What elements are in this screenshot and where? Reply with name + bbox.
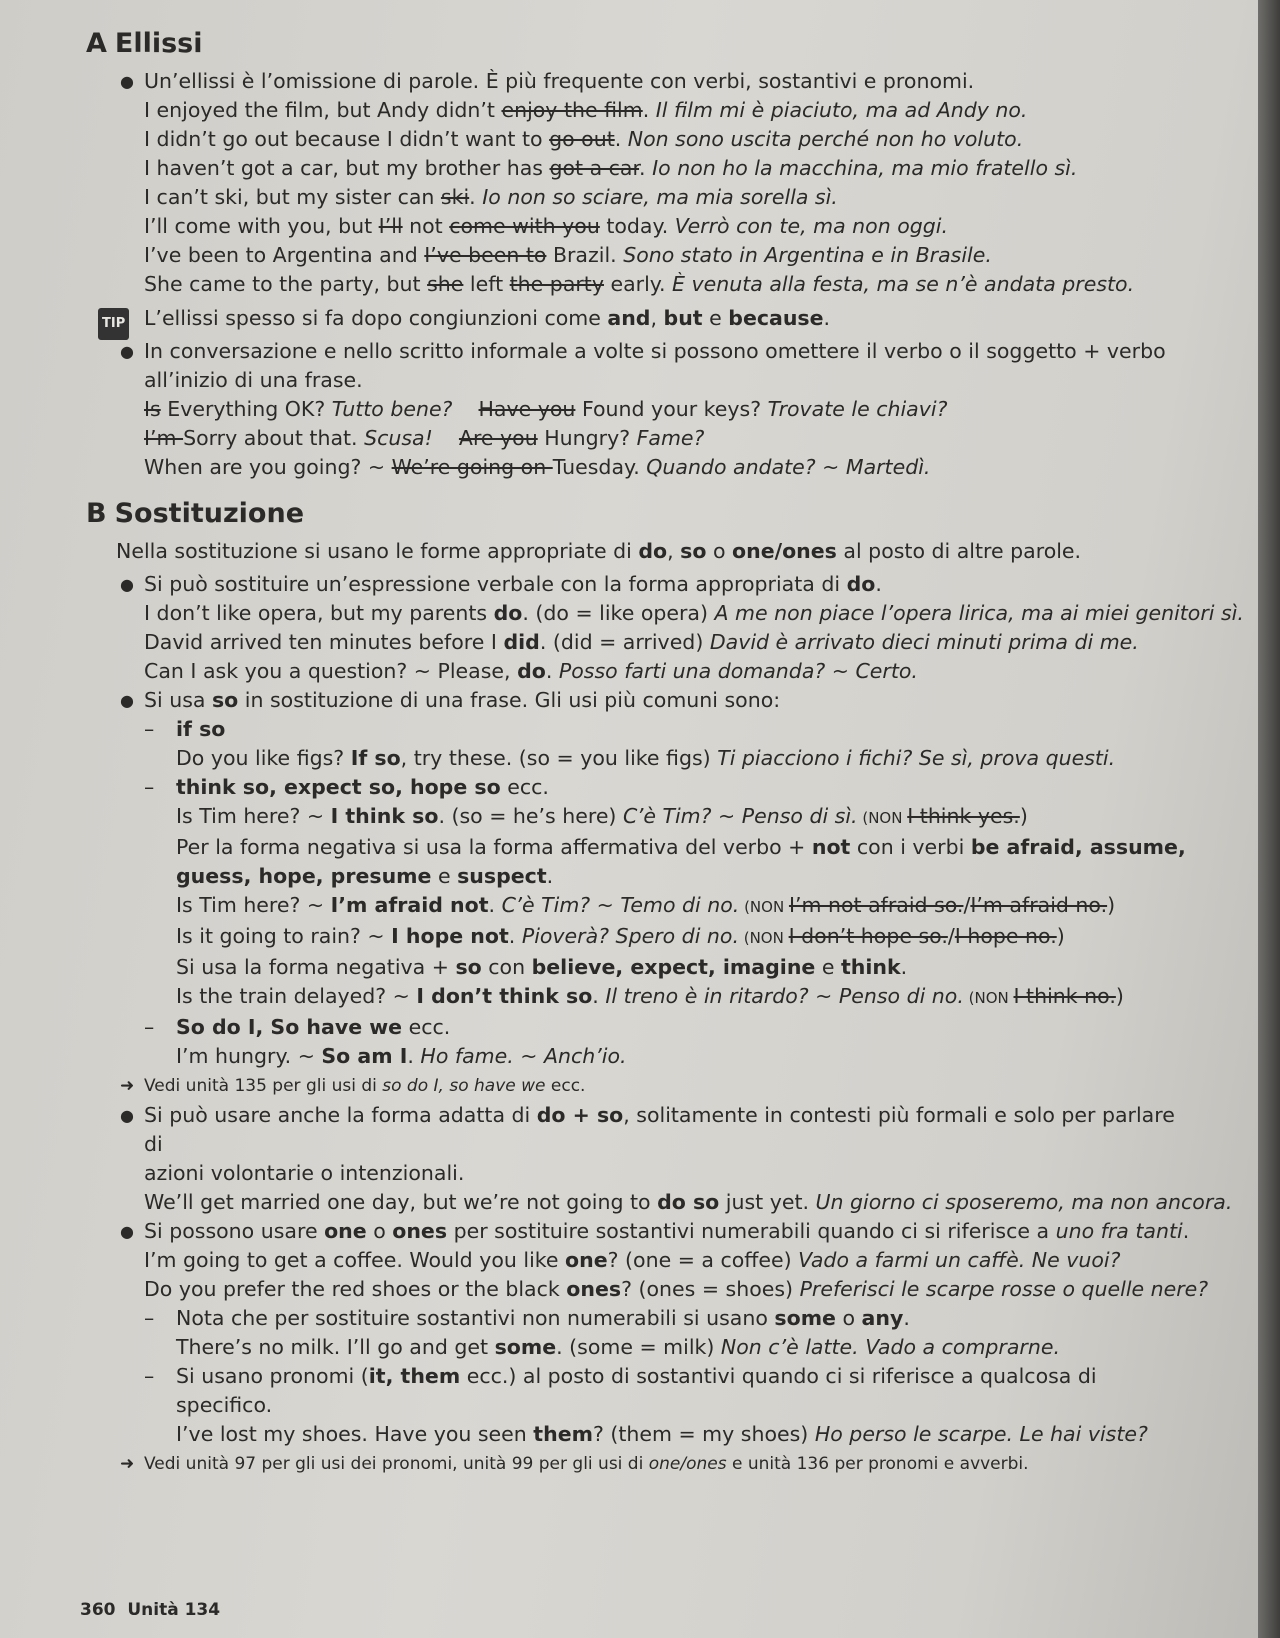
arrow-right-icon: ➜ [120,1076,135,1096]
cross-reference: ➜ Vedi unità 97 per gli usi dei pronomi, unità 99 per gli usi di one/ones e unità 136 per pronomi e avverbi. [86,1451,1198,1477]
example-line: Is it going to rain? ~ I hope not. Pioverà? Spero di no. (NON I don’t hope so./I hope no.) [176,924,1065,948]
do-so-rule: ● Si può usare anche la forma adatta di do + so, solitamente in contesti più formali e solo per parlare di azioni volontarie o intenzionali. [120,1103,1175,1185]
rule-line: guess, hope, presume e suspect. [176,864,554,888]
bullet-icon: ● [120,72,134,91]
rule-line: Si usa la forma negativa + so con believe, expect, imagine e think. [176,955,908,979]
pronoun-note: – Si usano pronomi (it, them ecc.) al posto di sostantivi quando ci si riferisce a qualcosa di specifico. [144,1364,1097,1417]
example-line: She came to the party, but she left the party early. È venuta alla festa, ma se n’è andata presto. [144,272,1135,296]
example-line: We’ll get married one day, but we’re not going to do so just yet. Un giorno ci sposeremo, ma non ancora. [144,1190,1233,1214]
arrow-right-icon: ➜ [120,1454,135,1474]
page-footer [80,1600,220,1620]
example-line: I’ve lost my shoes. Have you seen them? (them = my shoes) Ho perso le scarpe. Le hai viste? [176,1422,1148,1446]
bullet-icon: ● [120,575,134,594]
bullet-icon: ● [120,342,134,361]
informal-omission-rule: ● In conversazione e nello scritto informale a volte si possono omettere il verbo o il soggetto + verbo all’inizio di una frase. [120,339,1166,392]
example-line: Is Tim here? ~ I’m afraid not. C’è Tim? ~ Temo di no. (NON I’m not afraid so./I’m afraid no.) [176,893,1116,917]
example-line: I’m Sorry about that. Scusa! Are you Hungry? Fame? [144,426,705,450]
bullet-icon: ● [120,1106,134,1125]
page-number: 360 [80,1600,116,1620]
one-ones-rule: ● Si possono usare one o ones per sostituire sostantivi numerabili quando ci si riferisce a uno fra tanti. [86,1217,1198,1246]
example-line: I’m going to get a coffee. Would you like one? (one = a coffee) Vado a farmi un caffè. Ne vuoi? [144,1248,1121,1272]
tip-box: TIP L’ellissi spesso si fa dopo congiunzioni come and, but e because. [86,303,1198,333]
example-line: Is the train delayed? ~ I don’t think so. Il treno è in ritardo? ~ Penso di no. (NON I think no.) [176,984,1124,1008]
example-line: Is Tim here? ~ I think so. (so = he’s here) C’è Tim? ~ Penso di sì. (NON I think yes.) [176,804,1028,828]
example-line: David arrived ten minutes before I did. (did = arrived) David è arrivato dieci minuti prima di me. [144,630,1139,654]
do-substitution-rule: ● Si può sostituire un’espressione verbale con la forma appropriata di do. [86,570,1198,599]
cross-reference: ➜ Vedi unità 135 per gli usi di so do I, so have we ecc. [86,1073,1198,1099]
example-line: There’s no milk. I’ll go and get some. (some = milk) Non c’è latte. Vado a comprarne. [176,1335,1060,1359]
example-line: Is Everything OK? Tutto bene? Have you Found your keys? Trovate le chiavi? [144,397,948,421]
example-line: I can’t ski, but my sister can ski. Io non so sciare, ma mia sorella sì. [144,185,838,209]
section-b-heading: B Sostituzione [86,498,305,529]
book-edge [1258,0,1280,1638]
think-so-subsection: – think so, expect so, hope so ecc. [144,775,549,799]
example-line: Do you prefer the red shoes or the black ones? (ones = shoes) Preferisci le scarpe rosse o quelle nere? [144,1277,1209,1301]
if-so-subsection: – if so [144,717,226,741]
example-line: I’ll come with you, but I’ll not come with you today. Verrò con te, ma non oggi. [144,214,948,238]
example-line: I’ve been to Argentina and I’ve been to Brazil. Sono stato in Argentina e in Brasile. [144,243,992,267]
so-do-i-subsection: – So do I, So have we ecc. [144,1015,451,1039]
example-line: I don’t like opera, but my parents do. (do = like opera) A me non piace l’opera lirica, ma ai miei genitori sì. [144,601,1244,625]
so-substitution-rule: ● Si usa so in sostituzione di una frase. Gli usi più comuni sono: [86,686,1198,715]
example-line: I didn’t go out because I didn’t want to go out. Non sono uscita perché non ho voluto. [144,127,1024,151]
section-a-heading: A Ellissi [86,28,203,59]
example-line: Can I ask you a question? ~ Please, do. Posso farti una domanda? ~ Certo. [144,659,918,683]
unit-label: Unità 134 [127,1600,221,1620]
ellipsis-definition: ● Un’ellissi è l’omissione di parole. È più frequente con verbi, sostantivi e pronomi. [86,67,1198,96]
example-line: I enjoyed the film, but Andy didn’t enjoy the film. Il film mi è piaciuto, ma ad Andy no. [144,98,1028,122]
example-line: I’m hungry. ~ So am I. Ho fame. ~ Anch’io. [176,1044,627,1068]
example-line: When are you going? ~ We’re going on Tuesday. Quando andate? ~ Martedì. [144,455,931,479]
bullet-icon: ● [120,1222,134,1241]
example-line: Do you like figs? If so, try these. (so = you like figs) Ti piacciono i fichi? Se sì, prova questi. [176,746,1116,770]
tip-badge: TIP [98,308,129,340]
uncountable-note: – Nota che per sostituire sostantivi non numerabili si usano some o any. [144,1306,910,1330]
ellipsis-examples [86,96,1198,299]
example-line: I haven’t got a car, but my brother has got a car. Io non ho la macchina, ma mio fratello sì. [144,156,1078,180]
substitution-intro: Nella sostituzione si usano le forme appropriate di do, so o one/ones al posto di altre parole. [116,539,1082,563]
bullet-icon: ● [120,691,134,710]
rule-line: Per la forma negativa si usa la forma affermativa del verbo + not con i verbi be afraid, assume, [176,835,1186,859]
